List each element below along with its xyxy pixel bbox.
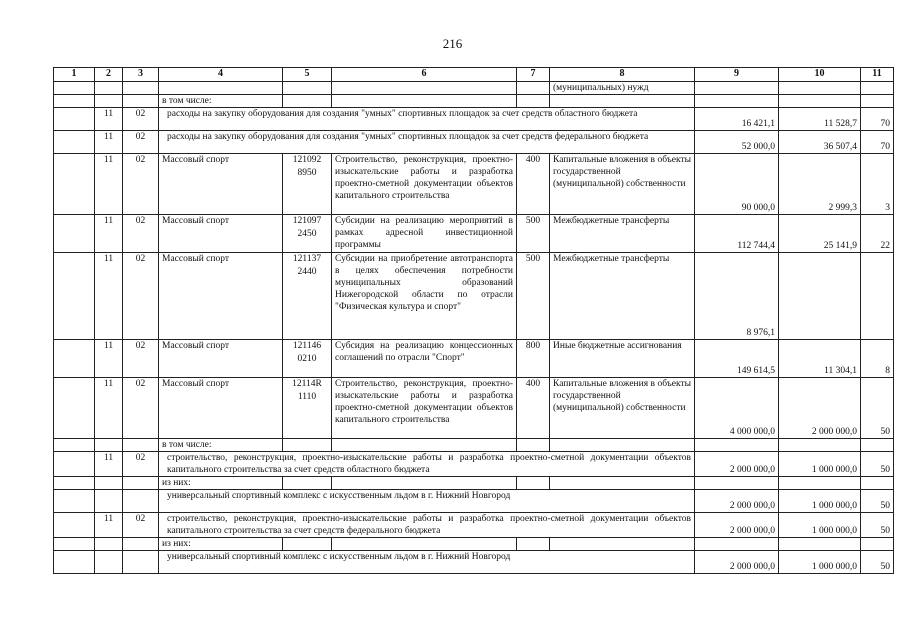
empty-cell [54, 538, 95, 551]
cell-col9: 112 744,4 [695, 215, 779, 253]
empty-cell [517, 82, 550, 95]
empty-cell [283, 477, 332, 490]
cell-section: 11 [95, 378, 123, 439]
cell-expense-name: Субсидия на реализацию концессионных соглашений по отрасли "Спорт" [332, 340, 517, 378]
cell-col11: 70 [861, 131, 894, 154]
cell-subsection: 02 [123, 378, 159, 439]
section-label: из них: [159, 477, 283, 490]
cell-col9: 2 000 000,0 [695, 490, 779, 513]
empty-cell [695, 477, 779, 490]
cell-expense-name: Строительство, реконструкция, проектно-изыскательские работы и разработка проектно-сметной документации объектов капитального строительства [332, 154, 517, 215]
empty-cell [861, 95, 894, 108]
empty-cell [779, 538, 861, 551]
cell-subsection: 02 [123, 452, 159, 477]
cell-col10: 1 000 000,0 [779, 452, 861, 477]
cell-target-code: 12114R 1110 [283, 378, 332, 439]
cell-col9: 4 000 000,0 [695, 378, 779, 439]
cell-expense-type: 400 [517, 378, 550, 439]
cell-expense-name: Строительство, реконструкция, проектно-изыскательские работы и разработка проектно-сметной документации объектов капитального строительства [332, 378, 517, 439]
cell-subsection: 02 [123, 215, 159, 253]
empty-cell [123, 477, 159, 490]
cell-expense-type-name: Капитальные вложения в объекты государственной (муниципальной) собственности [550, 154, 695, 215]
empty-cell [550, 439, 695, 452]
empty-cell [517, 95, 550, 108]
empty-cell [54, 551, 95, 574]
empty-cell [861, 538, 894, 551]
table-row [54, 154, 894, 215]
table-row [54, 452, 894, 477]
table-row [54, 108, 894, 131]
cell-col11: 22 [861, 215, 894, 253]
cell-description: строительство, реконструкция, проектно-изыскательские работы и разработка проектно-сметной документации объектов капитального строительства за счет средств федерального бюджета [159, 513, 695, 538]
cell-target-code: 121137 2440 [283, 253, 332, 340]
empty-cell [283, 95, 332, 108]
empty-cell [779, 439, 861, 452]
cell-expense-type-name: Капитальные вложения в объекты государственной (муниципальной) собственности [550, 378, 695, 439]
cell-col11: 50 [861, 551, 894, 574]
cell-col11: 3 [861, 154, 894, 215]
cell-description: расходы на закупку оборудования для создания "умных" спортивных площадок за счет средств федерального бюджета [159, 131, 695, 154]
cell-col9: 2 000 000,0 [695, 452, 779, 477]
empty-cell [123, 439, 159, 452]
budget-table [53, 67, 894, 574]
empty-cell [550, 538, 695, 551]
empty-cell [54, 154, 95, 215]
cell-subsection-name: Массовый спорт [159, 340, 283, 378]
cell-section: 11 [95, 154, 123, 215]
cell-col11 [861, 253, 894, 340]
empty-cell [54, 439, 95, 452]
empty-cell [695, 95, 779, 108]
empty-cell [550, 95, 695, 108]
cell-section: 11 [95, 253, 123, 340]
empty-cell [123, 82, 159, 95]
column-header: 10 [779, 68, 861, 82]
empty-cell [95, 82, 123, 95]
empty-cell [695, 538, 779, 551]
cell-subsection: 02 [123, 131, 159, 154]
empty-cell [54, 131, 95, 154]
column-header: 8 [550, 68, 695, 82]
cell-expense-type-name: Межбюджетные трансферты [550, 215, 695, 253]
cell-col10: 1 000 000,0 [779, 551, 861, 574]
cell-col9: 2 000 000,0 [695, 551, 779, 574]
table-row [54, 513, 894, 538]
cell-subsection-name: Массовый спорт [159, 253, 283, 340]
empty-cell [54, 513, 95, 538]
table-row [54, 340, 894, 378]
cell-col10: 2 000 000,0 [779, 378, 861, 439]
cell-col9: 149 614,5 [695, 340, 779, 378]
cell-subsection: 02 [123, 513, 159, 538]
cell-col10: 1 000 000,0 [779, 490, 861, 513]
empty-cell [54, 340, 95, 378]
page-number: 216 [442, 36, 463, 51]
cell-subsection: 02 [123, 340, 159, 378]
table-row [54, 538, 894, 551]
cell-expense-type-name: Межбюджетные трансферты [550, 253, 695, 340]
cell-col9: 2 000 000,0 [695, 513, 779, 538]
cell-col10: 2 999,3 [779, 154, 861, 215]
table-row [54, 477, 894, 490]
cell-expense-name: Субсидии на приобретение автотранспорта в целях обеспечения потребности муниципальных образований Нижегородской области по отрасли "Физическая культура и спорт" [332, 253, 517, 340]
empty-cell [550, 477, 695, 490]
empty-cell [54, 108, 95, 131]
empty-cell [123, 95, 159, 108]
empty-cell [54, 253, 95, 340]
section-label: в том числе: [159, 439, 283, 452]
cell-description: расходы на закупку оборудования для создания "умных" спортивных площадок за счет средств областного бюджета [159, 108, 695, 131]
section-label: из них: [159, 538, 283, 551]
cell-subsection-name: Массовый спорт [159, 154, 283, 215]
cell-col9: 52 000,0 [695, 131, 779, 154]
cell-col11: 70 [861, 108, 894, 131]
cell-description: универсальный спортивный комплекс с искусственным льдом в г. Нижний Новгород [159, 490, 695, 513]
empty-cell [283, 538, 332, 551]
table-row [54, 82, 894, 95]
cell-target-code: 121097 2450 [283, 215, 332, 253]
cell-section: 11 [95, 108, 123, 131]
empty-cell [517, 477, 550, 490]
cell-target-code: 121146 0210 [283, 340, 332, 378]
empty-cell [332, 439, 517, 452]
column-header: 6 [332, 68, 517, 82]
empty-cell [332, 82, 517, 95]
cell-subsection-name: Массовый спорт [159, 215, 283, 253]
empty-cell [95, 477, 123, 490]
empty-cell [95, 439, 123, 452]
cell-section: 11 [95, 340, 123, 378]
column-header: 9 [695, 68, 779, 82]
column-header: 7 [517, 68, 550, 82]
column-header: 3 [123, 68, 159, 82]
empty-cell [123, 538, 159, 551]
empty-cell [695, 82, 779, 95]
column-header: 4 [159, 68, 283, 82]
column-header: 11 [861, 68, 894, 82]
cell-col10: 36 507,4 [779, 131, 861, 154]
cell-section [95, 490, 123, 513]
empty-cell [779, 477, 861, 490]
table-row [54, 439, 894, 452]
cell-expense-type: 500 [517, 253, 550, 340]
empty-cell [695, 439, 779, 452]
table-row [54, 378, 894, 439]
cell-col11: 50 [861, 378, 894, 439]
empty-cell [332, 538, 517, 551]
empty-cell [332, 477, 517, 490]
cell-col8: (муниципальных) нужд [550, 82, 695, 95]
cell-subsection: 02 [123, 154, 159, 215]
empty-cell [159, 82, 283, 95]
empty-cell [54, 82, 95, 95]
table-body [54, 82, 894, 574]
cell-subsection [123, 551, 159, 574]
empty-cell [283, 439, 332, 452]
cell-col10: 11 304,1 [779, 340, 861, 378]
empty-cell [779, 95, 861, 108]
table-row [54, 490, 894, 513]
empty-cell [861, 477, 894, 490]
cell-expense-type-name: Иные бюджетные ассигнования [550, 340, 695, 378]
cell-col11: 50 [861, 452, 894, 477]
section-label: в том числе: [159, 95, 283, 108]
cell-target-code: 121092 8950 [283, 154, 332, 215]
empty-cell [95, 95, 123, 108]
empty-cell [54, 215, 95, 253]
cell-expense-type: 500 [517, 215, 550, 253]
cell-description: строительство, реконструкция, проектно-изыскательские работы и разработка проектно-сметной документации объектов капитального строительства за счет средств областного бюджета [159, 452, 695, 477]
empty-cell [54, 452, 95, 477]
empty-cell [861, 82, 894, 95]
empty-cell [283, 82, 332, 95]
cell-expense-type: 400 [517, 154, 550, 215]
empty-cell [54, 378, 95, 439]
table-row [54, 131, 894, 154]
cell-subsection-name: Массовый спорт [159, 378, 283, 439]
table-row [54, 253, 894, 340]
cell-subsection: 02 [123, 253, 159, 340]
cell-description: универсальный спортивный комплекс с искусственным льдом в г. Нижний Новгород [159, 551, 695, 574]
cell-col9: 90 000,0 [695, 154, 779, 215]
empty-cell [332, 95, 517, 108]
cell-expense-type: 800 [517, 340, 550, 378]
cell-section: 11 [95, 215, 123, 253]
empty-cell [54, 490, 95, 513]
cell-col11: 50 [861, 490, 894, 513]
table-row [54, 551, 894, 574]
empty-cell [95, 538, 123, 551]
cell-section [95, 551, 123, 574]
cell-subsection [123, 490, 159, 513]
column-header: 1 [54, 68, 95, 82]
cell-expense-name: Субсидии на реализацию мероприятий в рамках адресной инвестиционной программы [332, 215, 517, 253]
cell-col10: 1 000 000,0 [779, 513, 861, 538]
empty-cell [54, 477, 95, 490]
empty-cell [517, 439, 550, 452]
cell-col10: 25 141,9 [779, 215, 861, 253]
cell-subsection: 02 [123, 108, 159, 131]
table-row [54, 215, 894, 253]
empty-cell [517, 538, 550, 551]
cell-col11: 50 [861, 513, 894, 538]
empty-cell [861, 439, 894, 452]
cell-col9: 8 976,1 [695, 253, 779, 340]
cell-section: 11 [95, 513, 123, 538]
cell-col11: 8 [861, 340, 894, 378]
table-header-row [54, 68, 894, 82]
column-header: 5 [283, 68, 332, 82]
cell-section: 11 [95, 452, 123, 477]
cell-col9: 16 421,1 [695, 108, 779, 131]
column-header: 2 [95, 68, 123, 82]
table-row [54, 95, 894, 108]
cell-col10: 11 528,7 [779, 108, 861, 131]
empty-cell [779, 82, 861, 95]
cell-section: 11 [95, 131, 123, 154]
cell-col10 [779, 253, 861, 340]
empty-cell [54, 95, 95, 108]
